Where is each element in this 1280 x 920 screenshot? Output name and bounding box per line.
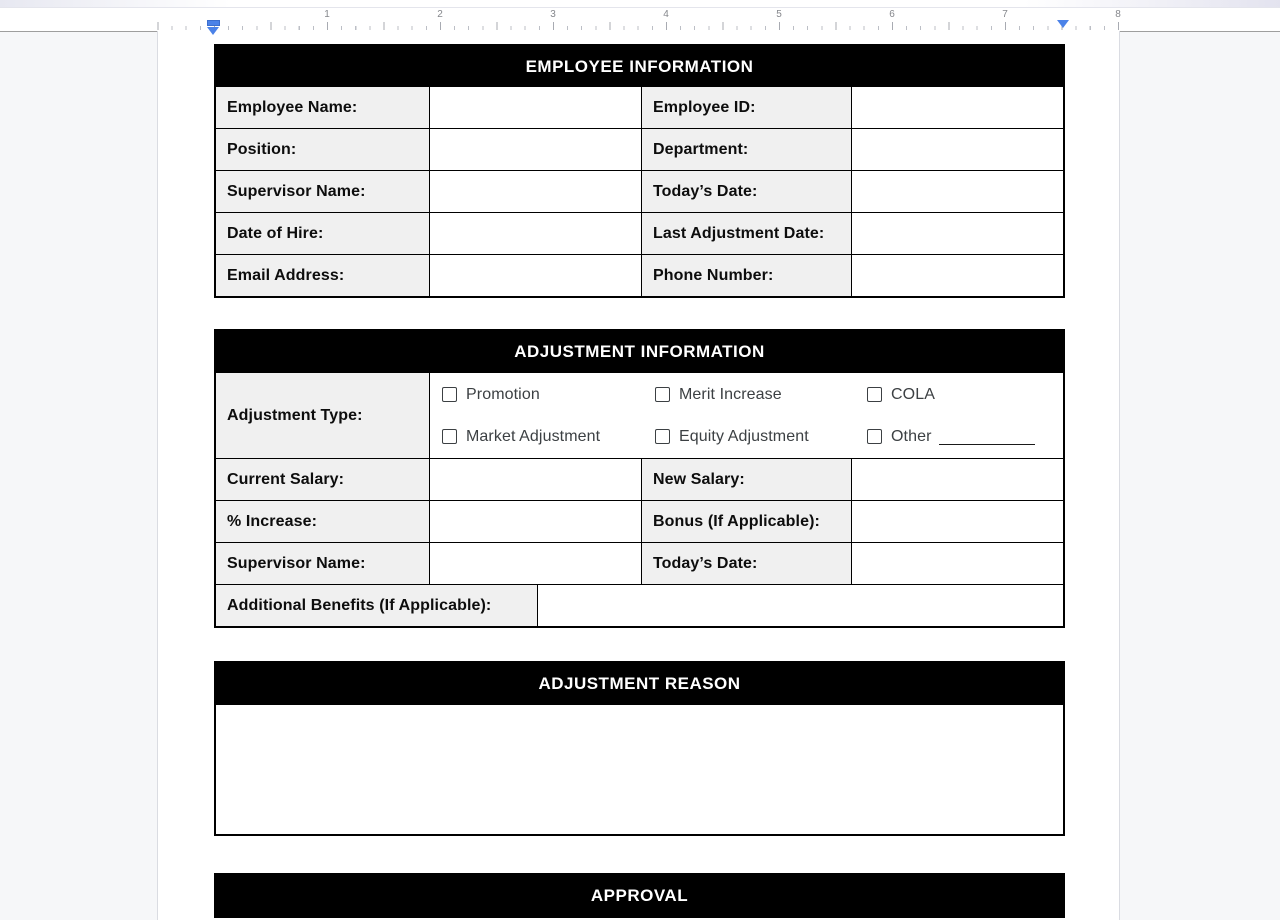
label-cell: Additional Benefits (If Applicable): xyxy=(216,585,537,626)
label-cell: Department: xyxy=(641,129,851,170)
label-cell: Bonus (If Applicable): xyxy=(641,501,851,542)
ruler-number: 7 xyxy=(1002,9,1008,20)
checkbox-option-other[interactable] xyxy=(867,428,1063,446)
checkbox-label: COLA xyxy=(891,385,935,403)
checkbox-icon[interactable] xyxy=(655,429,670,444)
value-cell[interactable] xyxy=(851,543,1063,584)
ruler-number: 5 xyxy=(776,9,782,20)
value-cell[interactable] xyxy=(851,213,1063,254)
checkbox-label: Market Adjustment xyxy=(466,427,601,445)
first-line-indent-marker[interactable] xyxy=(207,20,220,26)
ruler-number: 1 xyxy=(324,9,330,20)
checkbox-label: Promotion xyxy=(466,385,540,403)
label-cell: Supervisor Name: xyxy=(216,543,429,584)
table-row xyxy=(216,500,1063,542)
toolbar-bottom-edge xyxy=(0,0,1280,8)
value-cell[interactable] xyxy=(429,87,641,128)
ruler-number: 8 xyxy=(1115,9,1121,20)
document-content xyxy=(214,44,1065,918)
ruler xyxy=(0,8,1280,32)
checkbox-option-cola[interactable] xyxy=(867,386,1063,404)
section-header-employee-information: EMPLOYEE INFORMATION xyxy=(216,46,1063,87)
label-cell: Phone Number: xyxy=(641,255,851,296)
label-cell: New Salary: xyxy=(641,459,851,500)
section-header-approval: APPROVAL xyxy=(216,875,1063,916)
table-row xyxy=(216,128,1063,170)
document-page xyxy=(157,31,1120,920)
checkbox-icon[interactable] xyxy=(442,387,457,402)
section-header-adjustment-information: ADJUSTMENT INFORMATION xyxy=(216,331,1063,372)
adjustment-reason-body[interactable] xyxy=(216,704,1063,834)
value-cell[interactable] xyxy=(851,171,1063,212)
table-row xyxy=(216,170,1063,212)
label-cell: Adjustment Type: xyxy=(216,373,429,458)
ruler-tick-layer xyxy=(157,8,1120,31)
table-row xyxy=(216,254,1063,296)
value-cell[interactable] xyxy=(851,255,1063,296)
value-cell[interactable] xyxy=(429,129,641,170)
table-row xyxy=(216,212,1063,254)
section-header-adjustment-reason: ADJUSTMENT REASON xyxy=(216,663,1063,704)
label-cell: Today’s Date: xyxy=(641,171,851,212)
checkbox-option-market-adjustment[interactable] xyxy=(442,428,655,446)
label-cell: Supervisor Name: xyxy=(216,171,429,212)
value-cell[interactable] xyxy=(429,171,641,212)
ruler-number: 6 xyxy=(889,9,895,20)
employee-info-table xyxy=(214,44,1065,298)
other-fill-in-line[interactable] xyxy=(939,429,1035,445)
value-cell[interactable] xyxy=(851,87,1063,128)
ruler-number: 2 xyxy=(437,9,443,20)
label-cell: Current Salary: xyxy=(216,459,429,500)
adjustment-type-row xyxy=(216,372,1063,458)
label-cell: Employee Name: xyxy=(216,87,429,128)
additional-benefits-row xyxy=(216,584,1063,626)
label-cell: Today’s Date: xyxy=(641,543,851,584)
table-row xyxy=(216,87,1063,128)
checkbox-label: Merit Increase xyxy=(679,385,782,403)
label-cell: Employee ID: xyxy=(641,87,851,128)
label-cell: % Increase: xyxy=(216,501,429,542)
adjustment-type-options xyxy=(429,373,1063,458)
approval-table xyxy=(214,873,1065,918)
checkbox-icon[interactable] xyxy=(442,429,457,444)
label-cell: Email Address: xyxy=(216,255,429,296)
ruler-number: 3 xyxy=(550,9,556,20)
adjustment-reason-table xyxy=(214,661,1065,836)
value-cell[interactable] xyxy=(429,501,641,542)
checkbox-icon[interactable] xyxy=(867,387,882,402)
checkbox-option-promotion[interactable] xyxy=(442,386,655,404)
left-indent-marker[interactable] xyxy=(207,27,219,35)
ruler-number: 4 xyxy=(663,9,669,20)
table-row xyxy=(216,458,1063,500)
checkbox-icon[interactable] xyxy=(655,387,670,402)
value-cell[interactable] xyxy=(851,129,1063,170)
adjustment-info-table xyxy=(214,329,1065,628)
label-cell: Date of Hire: xyxy=(216,213,429,254)
value-cell[interactable] xyxy=(429,543,641,584)
value-cell[interactable] xyxy=(851,501,1063,542)
checkbox-label: Other xyxy=(891,427,932,445)
checkbox-label: Equity Adjustment xyxy=(679,427,809,445)
label-cell: Position: xyxy=(216,129,429,170)
value-cell[interactable] xyxy=(429,255,641,296)
checkbox-option-merit-increase[interactable] xyxy=(655,386,867,404)
checkbox-option-equity-adjustment[interactable] xyxy=(655,428,867,446)
table-row xyxy=(216,542,1063,584)
label-cell: Last Adjustment Date: xyxy=(641,213,851,254)
value-cell[interactable] xyxy=(429,459,641,500)
right-indent-marker[interactable] xyxy=(1057,20,1069,28)
value-cell[interactable] xyxy=(429,213,641,254)
checkbox-icon[interactable] xyxy=(867,429,882,444)
value-cell[interactable] xyxy=(851,459,1063,500)
value-cell[interactable] xyxy=(537,585,1063,626)
